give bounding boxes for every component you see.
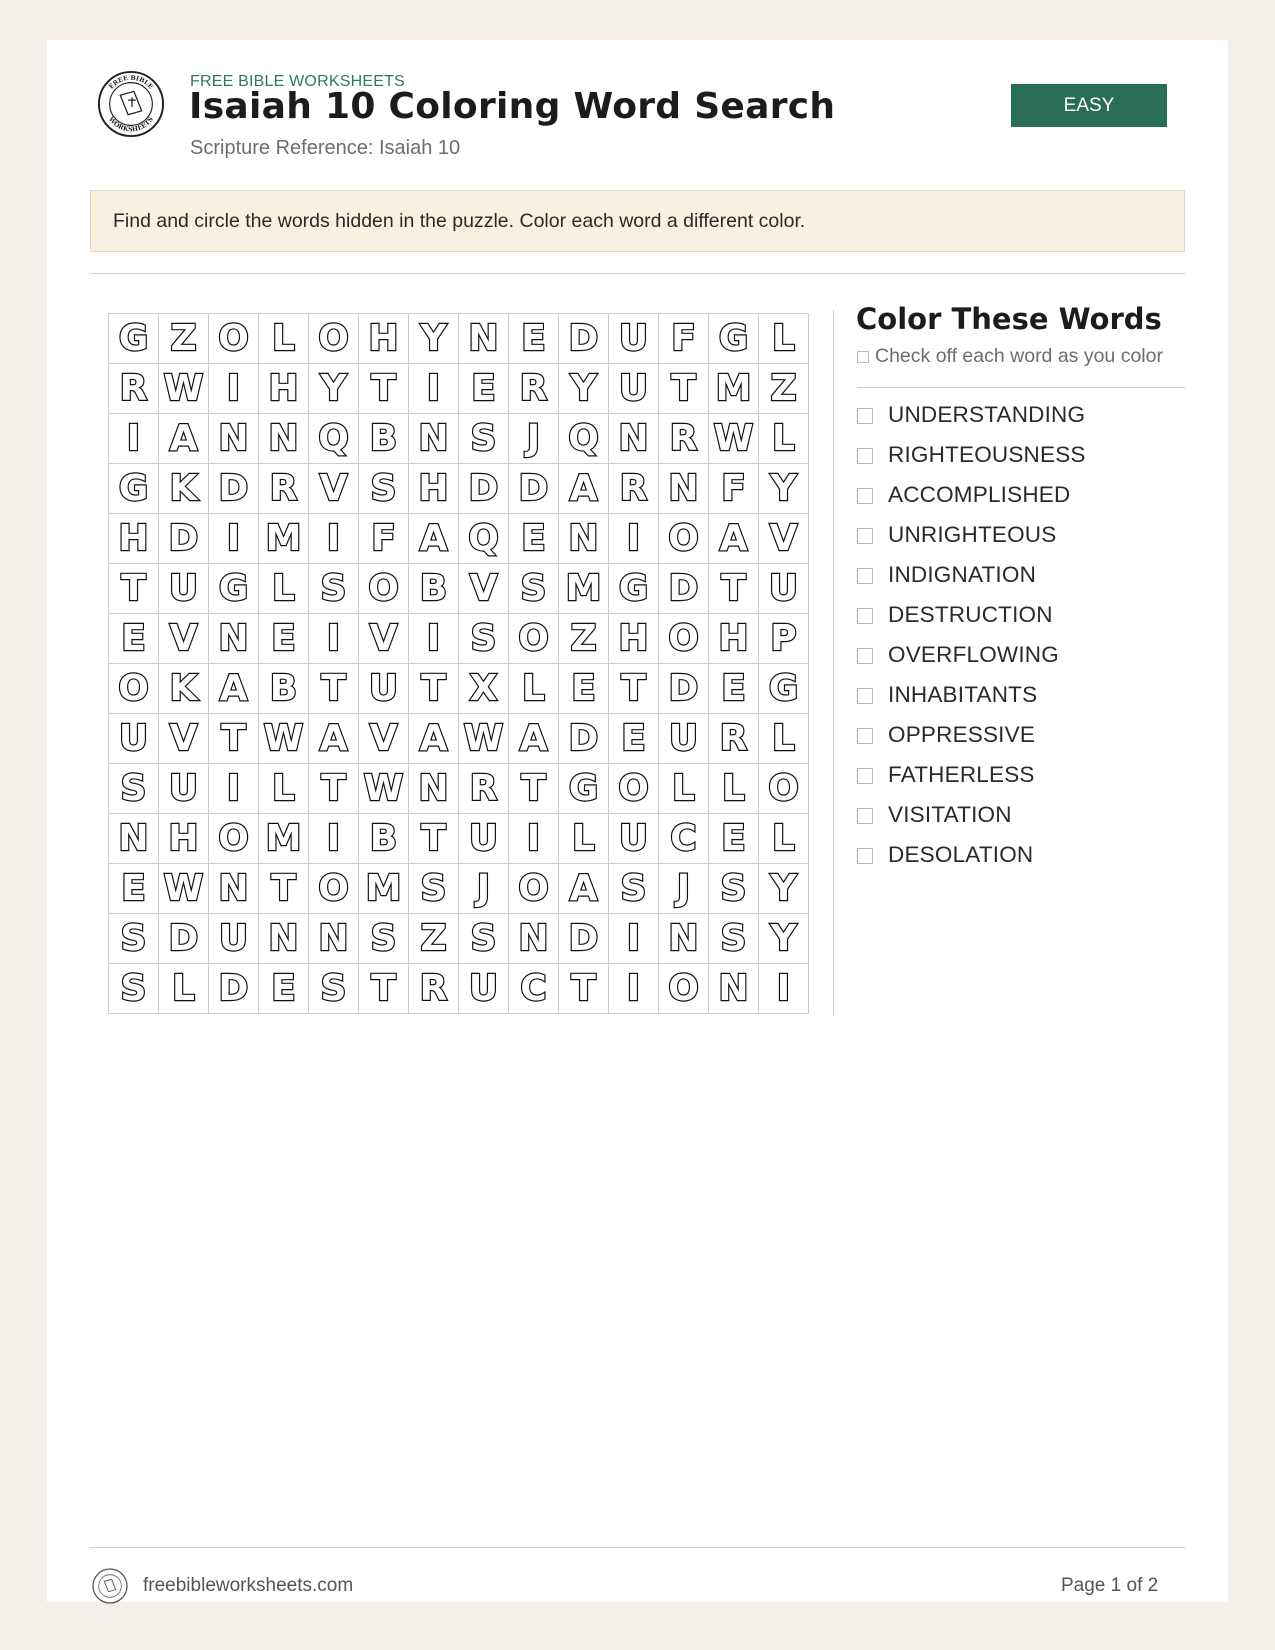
grid-cell[interactable]: O xyxy=(209,814,259,864)
grid-cell[interactable]: R xyxy=(109,364,159,414)
grid-cell[interactable]: D xyxy=(209,464,259,514)
grid-cell[interactable]: N xyxy=(409,764,459,814)
word-list-divider xyxy=(857,387,1185,388)
word-checkbox[interactable] xyxy=(857,848,873,864)
grid-cell[interactable]: U xyxy=(359,664,409,714)
grid-cell[interactable]: N xyxy=(109,814,159,864)
word-list-item[interactable] xyxy=(857,715,1086,755)
grid-cell[interactable]: A xyxy=(409,714,459,764)
grid-cell[interactable]: D xyxy=(159,914,209,964)
grid-cell[interactable]: R xyxy=(609,464,659,514)
grid-cell[interactable]: E xyxy=(109,614,159,664)
word-label: OPPRESSIVE xyxy=(888,722,1036,747)
grid-cell[interactable]: W xyxy=(159,364,209,414)
grid-cell[interactable]: I xyxy=(309,814,359,864)
grid-cell[interactable]: O xyxy=(509,864,559,914)
grid-cell[interactable]: W xyxy=(459,714,509,764)
word-checkbox[interactable] xyxy=(857,528,873,544)
grid-cell[interactable]: B xyxy=(409,564,459,614)
word-list-subtitle xyxy=(857,345,1163,368)
grid-cell[interactable]: G xyxy=(559,764,609,814)
grid-cell[interactable]: A xyxy=(709,514,759,564)
grid-cell[interactable]: O xyxy=(659,964,709,1014)
grid-cell[interactable]: D xyxy=(459,464,509,514)
grid-cell[interactable]: I xyxy=(609,914,659,964)
grid-cell[interactable]: H xyxy=(609,614,659,664)
word-checkbox[interactable] xyxy=(857,648,873,664)
grid-cell[interactable]: U xyxy=(759,564,809,614)
grid-cell[interactable]: Z xyxy=(409,914,459,964)
grid-cell[interactable]: Q xyxy=(559,414,609,464)
free-bible-worksheets-logo xyxy=(97,70,165,138)
grid-cell[interactable]: N xyxy=(209,414,259,464)
word-search-grid xyxy=(108,313,809,1014)
grid-cell[interactable]: M xyxy=(709,364,759,414)
grid-cell[interactable]: H xyxy=(259,364,309,414)
grid-cell[interactable]: I xyxy=(309,514,359,564)
logo-text-bottom: WORKSHEETS xyxy=(107,115,155,134)
grid-cell[interactable]: L xyxy=(509,664,559,714)
grid-cell[interactable]: V xyxy=(159,714,209,764)
grid-cell[interactable]: N xyxy=(559,514,609,564)
word-list-item[interactable] xyxy=(857,675,1086,715)
grid-cell[interactable]: V xyxy=(459,564,509,614)
grid-cell[interactable]: Y xyxy=(759,864,809,914)
word-checkbox[interactable] xyxy=(857,488,873,504)
grid-cell[interactable]: Y xyxy=(409,314,459,364)
grid-cell[interactable]: E xyxy=(709,664,759,714)
grid-cell[interactable]: G xyxy=(759,664,809,714)
grid-cell[interactable]: L xyxy=(759,714,809,764)
grid-cell[interactable]: N xyxy=(209,614,259,664)
grid-cell[interactable]: D xyxy=(659,664,709,714)
grid-cell[interactable]: F xyxy=(709,464,759,514)
grid-cell[interactable]: W xyxy=(709,414,759,464)
grid-cell[interactable]: G xyxy=(709,314,759,364)
word-list-item[interactable] xyxy=(857,555,1086,595)
grid-cell[interactable]: O xyxy=(359,564,409,614)
grid-cell[interactable]: N xyxy=(409,414,459,464)
grid-cell[interactable]: V xyxy=(159,614,209,664)
grid-cell[interactable]: G xyxy=(109,314,159,364)
grid-cell[interactable]: I xyxy=(609,964,659,1014)
word-list-title: Color These Words xyxy=(856,302,1162,336)
grid-cell[interactable]: H xyxy=(159,814,209,864)
grid-cell[interactable]: T xyxy=(309,764,359,814)
grid-cell[interactable]: B xyxy=(359,414,409,464)
grid-cell[interactable]: W xyxy=(359,764,409,814)
word-label: ACCOMPLISHED xyxy=(888,482,1071,507)
grid-cell[interactable]: N xyxy=(659,464,709,514)
grid-cell[interactable]: E xyxy=(559,664,609,714)
grid-cell[interactable]: U xyxy=(109,714,159,764)
grid-cell[interactable]: E xyxy=(109,864,159,914)
grid-cell[interactable]: W xyxy=(259,714,309,764)
grid-cell[interactable]: E xyxy=(259,964,309,1014)
logo-text-top: FREE BIBLE xyxy=(107,74,155,91)
word-checkbox[interactable] xyxy=(857,688,873,704)
grid-cell[interactable]: L xyxy=(259,564,309,614)
footer-logo xyxy=(92,1568,128,1604)
grid-cell[interactable]: O xyxy=(659,514,709,564)
grid-cell[interactable]: L xyxy=(159,964,209,1014)
word-list-item[interactable] xyxy=(857,395,1086,435)
grid-cell[interactable]: S xyxy=(409,864,459,914)
page-title: Isaiah 10 Coloring Word Search xyxy=(189,86,836,127)
grid-cell[interactable]: T xyxy=(409,664,459,714)
grid-cell[interactable]: C xyxy=(659,814,709,864)
grid-cell[interactable]: M xyxy=(559,564,609,614)
grid-cell[interactable]: O xyxy=(209,314,259,364)
grid-cell[interactable]: T xyxy=(209,714,259,764)
grid-cell[interactable]: O xyxy=(759,764,809,814)
grid-cell[interactable]: U xyxy=(159,564,209,614)
scripture-reference: Scripture Reference: Isaiah 10 xyxy=(190,137,461,159)
grid-cell[interactable]: Y xyxy=(559,364,609,414)
grid-cell[interactable]: I xyxy=(609,514,659,564)
grid-cell[interactable]: T xyxy=(259,864,309,914)
grid-cell[interactable]: L xyxy=(259,314,309,364)
grid-cell[interactable]: E xyxy=(509,514,559,564)
grid-cell[interactable]: A xyxy=(159,414,209,464)
grid-cell[interactable]: U xyxy=(609,314,659,364)
grid-cell[interactable]: W xyxy=(159,864,209,914)
grid-cell[interactable]: F xyxy=(359,514,409,564)
grid-cell[interactable]: R xyxy=(259,464,309,514)
word-label: DESOLATION xyxy=(888,842,1034,867)
grid-cell[interactable]: O xyxy=(309,314,359,364)
grid-cell[interactable]: N xyxy=(209,864,259,914)
word-checkbox[interactable] xyxy=(857,608,873,624)
grid-cell[interactable]: A xyxy=(559,464,609,514)
grid-cell[interactable]: E xyxy=(259,614,309,664)
grid-cell[interactable]: N xyxy=(659,914,709,964)
instructions-text: Find and circle the words hidden in the puzzle. Color each word a different color. xyxy=(113,209,806,232)
grid-cell[interactable]: Z xyxy=(559,614,609,664)
grid-cell[interactable]: U xyxy=(159,764,209,814)
grid-cell[interactable]: D xyxy=(209,964,259,1014)
page-number: Page 1 of 2 xyxy=(1061,1575,1159,1596)
grid-cell[interactable]: T xyxy=(709,564,759,614)
grid-cell[interactable]: L xyxy=(259,764,309,814)
word-list-item[interactable] xyxy=(857,835,1086,875)
grid-cell[interactable]: H xyxy=(109,514,159,564)
word-checkbox[interactable] xyxy=(857,808,873,824)
word-label: UNDERSTANDING xyxy=(888,402,1086,427)
grid-cell[interactable]: G xyxy=(209,564,259,614)
word-checkbox[interactable] xyxy=(857,728,873,744)
grid-cell[interactable]: O xyxy=(659,614,709,664)
grid-cell[interactable]: B xyxy=(359,814,409,864)
grid-cell[interactable]: U xyxy=(609,814,659,864)
grid-cell[interactable]: N xyxy=(609,414,659,464)
grid-cell[interactable]: S xyxy=(459,414,509,464)
grid-cell[interactable]: V xyxy=(759,514,809,564)
grid-cell[interactable]: S xyxy=(359,914,409,964)
word-label: UNRIGHTEOUS xyxy=(888,522,1057,547)
grid-cell[interactable]: E xyxy=(459,364,509,414)
grid-cell[interactable]: P xyxy=(759,614,809,664)
grid-cell[interactable]: S xyxy=(359,464,409,514)
grid-cell[interactable]: H xyxy=(409,464,459,514)
word-label: VISITATION xyxy=(888,802,1012,827)
grid-cell[interactable]: R xyxy=(659,414,709,464)
grid-cell[interactable]: J xyxy=(459,864,509,914)
word-label: INHABITANTS xyxy=(888,682,1038,707)
word-label: FATHERLESS xyxy=(888,762,1035,787)
grid-cell[interactable]: L xyxy=(759,414,809,464)
grid-cell[interactable]: B xyxy=(259,664,309,714)
word-list-item[interactable] xyxy=(857,795,1086,835)
grid-cell[interactable]: V xyxy=(309,464,359,514)
grid-cell[interactable]: D xyxy=(509,464,559,514)
grid-cell[interactable]: Q xyxy=(309,414,359,464)
word-label: OVERFLOWING xyxy=(888,642,1059,667)
grid-cell[interactable]: N xyxy=(309,914,359,964)
grid-cell[interactable]: L xyxy=(559,814,609,864)
grid-cell[interactable]: O xyxy=(309,864,359,914)
grid-cell[interactable]: N xyxy=(509,914,559,964)
word-checkbox[interactable] xyxy=(857,448,873,464)
grid-cell[interactable]: L xyxy=(759,314,809,364)
grid-cell[interactable]: M xyxy=(259,514,309,564)
grid-cell[interactable]: S xyxy=(709,914,759,964)
word-list xyxy=(857,395,1086,875)
grid-cell[interactable]: S xyxy=(459,614,509,664)
grid-cell[interactable]: R xyxy=(409,964,459,1014)
grid-cell[interactable]: I xyxy=(209,364,259,414)
grid-cell[interactable]: Y xyxy=(759,464,809,514)
word-list-item[interactable] xyxy=(857,755,1086,795)
brand-label: FREE BIBLE WORKSHEETS xyxy=(190,73,405,90)
grid-cell[interactable]: R xyxy=(509,364,559,414)
grid-cell[interactable]: S xyxy=(309,564,359,614)
grid-cell[interactable]: F xyxy=(659,314,709,364)
grid-cell[interactable]: T xyxy=(659,364,709,414)
grid-cell[interactable]: J xyxy=(509,414,559,464)
grid-cell[interactable]: D xyxy=(559,914,609,964)
grid-cell[interactable]: U xyxy=(209,914,259,964)
word-label: DESTRUCTION xyxy=(888,602,1053,627)
grid-cell[interactable]: O xyxy=(109,664,159,714)
grid-cell[interactable]: I xyxy=(209,764,259,814)
grid-cell[interactable]: I xyxy=(509,814,559,864)
grid-cell[interactable]: A xyxy=(559,864,609,914)
grid-cell[interactable]: A xyxy=(409,514,459,564)
grid-cell[interactable]: M xyxy=(259,814,309,864)
grid-cell[interactable]: U xyxy=(459,814,509,864)
checkbox-icon xyxy=(857,351,869,363)
word-list-item[interactable] xyxy=(857,635,1086,675)
grid-cell[interactable]: N xyxy=(259,914,309,964)
grid-cell[interactable]: S xyxy=(709,864,759,914)
grid-cell[interactable]: R xyxy=(459,764,509,814)
word-list-item[interactable] xyxy=(857,435,1086,475)
grid-cell[interactable]: S xyxy=(609,864,659,914)
difficulty-badge[interactable]: EASY xyxy=(1011,84,1167,127)
word-checkbox[interactable] xyxy=(857,568,873,584)
word-list-item[interactable] xyxy=(857,475,1086,515)
grid-cell[interactable]: S xyxy=(459,914,509,964)
grid-cell[interactable]: A xyxy=(509,714,559,764)
grid-cell[interactable]: N xyxy=(709,964,759,1014)
grid-cell[interactable]: I xyxy=(209,514,259,564)
grid-cell[interactable]: S xyxy=(309,964,359,1014)
grid-cell[interactable]: J xyxy=(659,864,709,914)
grid-cell[interactable]: U xyxy=(659,714,709,764)
grid-cell[interactable]: U xyxy=(459,964,509,1014)
grid-cell[interactable]: H xyxy=(359,314,409,364)
grid-cell[interactable]: T xyxy=(309,664,359,714)
grid-cell[interactable]: M xyxy=(359,864,409,914)
grid-cell[interactable]: L xyxy=(709,764,759,814)
grid-cell[interactable]: R xyxy=(709,714,759,764)
grid-cell[interactable]: G xyxy=(109,464,159,514)
word-list-item[interactable] xyxy=(857,595,1086,635)
column-divider xyxy=(833,310,834,1016)
word-label: INDIGNATION xyxy=(888,562,1037,587)
grid-cell[interactable]: T xyxy=(359,964,409,1014)
worksheet-page xyxy=(47,40,1228,1602)
grid-cell[interactable]: D xyxy=(559,314,609,364)
grid-cell[interactable]: L xyxy=(659,764,709,814)
grid-cell[interactable]: T xyxy=(609,664,659,714)
grid-cell[interactable]: O xyxy=(509,614,559,664)
grid-cell[interactable]: I xyxy=(309,614,359,664)
grid-cell[interactable]: A xyxy=(209,664,259,714)
grid-cell[interactable]: T xyxy=(509,764,559,814)
grid-cell[interactable]: S xyxy=(109,914,159,964)
grid-cell[interactable]: E xyxy=(609,714,659,764)
grid-cell[interactable]: H xyxy=(709,614,759,664)
word-list-subtitle-text: Check off each word as you color xyxy=(875,345,1163,367)
grid-cell[interactable]: Z xyxy=(159,314,209,364)
grid-cell[interactable]: S xyxy=(109,964,159,1014)
grid-cell[interactable]: S xyxy=(509,564,559,614)
instructions-box xyxy=(90,190,1185,252)
grid-cell[interactable]: C xyxy=(509,964,559,1014)
grid-cell[interactable]: N xyxy=(459,314,509,364)
grid-cell[interactable]: T xyxy=(359,364,409,414)
grid-cell[interactable]: E xyxy=(709,814,759,864)
grid-cell[interactable]: E xyxy=(509,314,559,364)
grid-cell[interactable]: Z xyxy=(759,364,809,414)
grid-cell[interactable]: G xyxy=(609,564,659,614)
word-label: RIGHTEOUSNESS xyxy=(888,442,1086,467)
grid-cell[interactable]: X xyxy=(459,664,509,714)
grid-cell[interactable]: Q xyxy=(459,514,509,564)
grid-cell[interactable]: I xyxy=(409,614,459,664)
grid-cell[interactable]: Y xyxy=(309,364,359,414)
grid-cell[interactable]: I xyxy=(109,414,159,464)
grid-cell[interactable]: O xyxy=(609,764,659,814)
grid-cell[interactable]: Y xyxy=(759,914,809,964)
word-checkbox[interactable] xyxy=(857,408,873,424)
grid-cell[interactable]: T xyxy=(559,964,609,1014)
grid-cell[interactable]: K xyxy=(159,664,209,714)
grid-cell[interactable]: L xyxy=(759,814,809,864)
grid-cell[interactable]: S xyxy=(109,764,159,814)
word-checkbox[interactable] xyxy=(857,768,873,784)
footer-divider xyxy=(90,1547,1185,1548)
grid-cell[interactable]: A xyxy=(309,714,359,764)
footer-site-link[interactable]: freebibleworksheets.com xyxy=(143,1575,354,1596)
grid-cell[interactable]: K xyxy=(159,464,209,514)
grid-cell[interactable]: I xyxy=(409,364,459,414)
grid-cell[interactable]: T xyxy=(409,814,459,864)
grid-cell[interactable]: N xyxy=(259,414,309,464)
divider xyxy=(90,273,1185,274)
grid-cell[interactable]: V xyxy=(359,614,409,664)
grid-cell[interactable]: D xyxy=(159,514,209,564)
grid-cell[interactable]: D xyxy=(659,564,709,614)
grid-cell[interactable]: I xyxy=(759,964,809,1014)
word-list-item[interactable] xyxy=(857,515,1086,555)
grid-cell[interactable]: U xyxy=(609,364,659,414)
grid-cell[interactable]: D xyxy=(559,714,609,764)
grid-cell[interactable]: V xyxy=(359,714,409,764)
grid-cell[interactable]: T xyxy=(109,564,159,614)
